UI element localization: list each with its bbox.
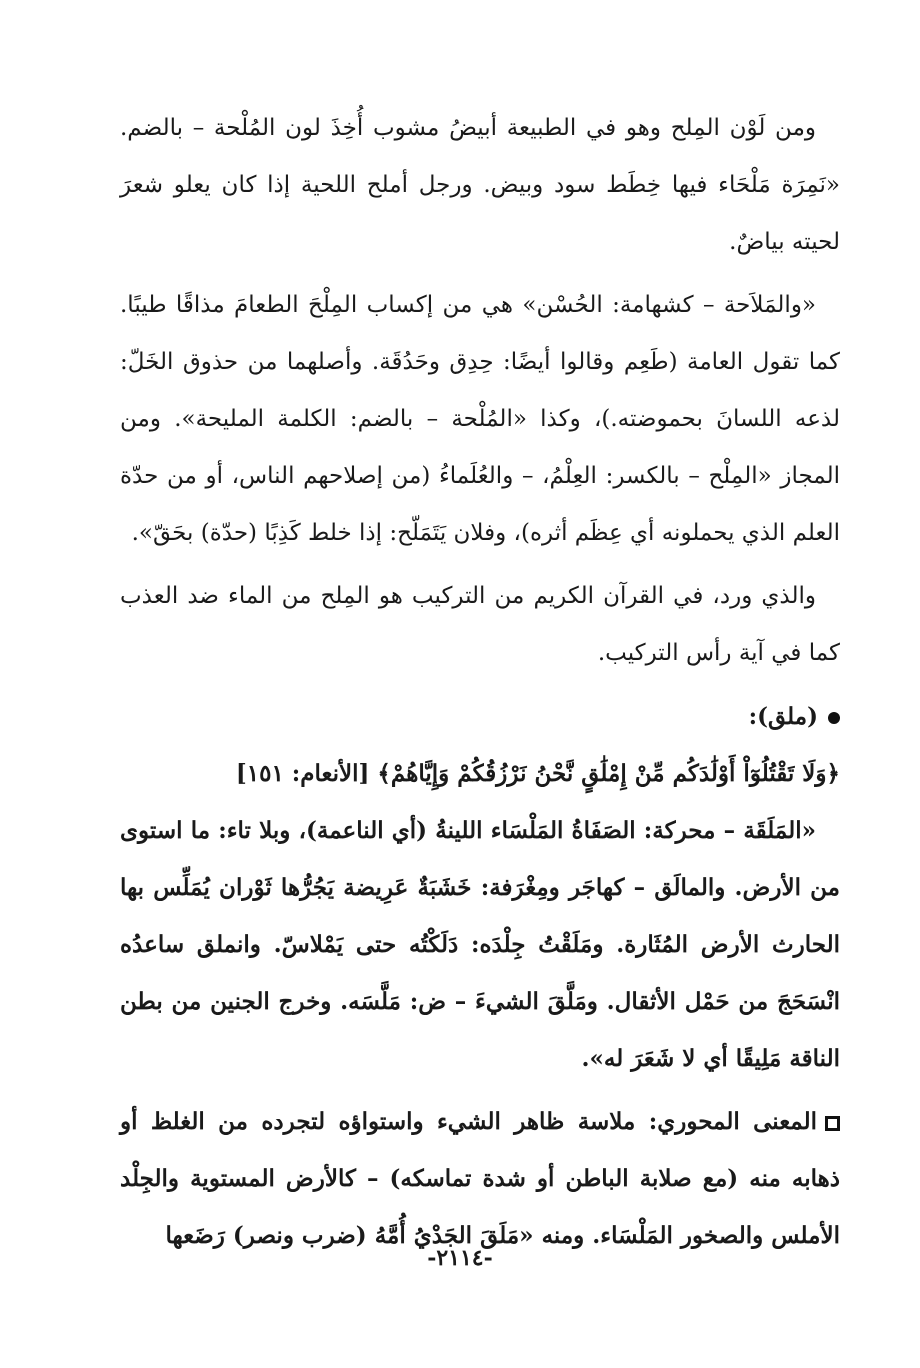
core-meaning-label: المعنى المحوري: — [648, 1108, 817, 1135]
document-page — [120, 100, 840, 1270]
page-number: -٢١١٤- — [427, 1245, 493, 1271]
quran-verse: ﴿وَلَا تَقْتُلُوٓاْ أَوْلَٰدَكُم مِّنْ إِمْلَٰقٍ نَّحْنُ نَرْزُقُكُمْ وَإِيَّاهُمْ﴾ [الأنعام: ١٥١] — [235, 760, 840, 787]
paragraph-core-meaning — [120, 1093, 840, 1264]
paragraph-malaha: «والمَلاَحة – كشهامة: الحُسْن» هي من إكساب المِلْحَ الطعامَ مذاقًا طيبًا. كما تقول العامة (طَعِم وقالوا أيضًا: حِدِق وحَدُقَة. وأصلهما من حذوق الخَلّ: لذعه اللسانَ بحموضته.)، وكذا «المُلْحة – بالضم: الكلمة المليحة». ومن المجاز «المِلْح – بالكسر: العِلْمُ، – والعُلَماءُ (من إصلاحهم الناس، أو من حدّة العلم الذي يحملونه أي عِظَم أثره)، وفلان يَتَمَلّح: إذا خلط كَذِبًا (حدّة) بحَقّ». — [120, 292, 840, 546]
core-meaning-text: ملاسة ظاهر الشيء واستواؤه لتجرده من الغلظ أو ذهابه منه (مع صلابة الباطن أو شدة تماسكه) – كالأرض المستوية والجِلْد الأملس والصخور المَلْسَاء. ومنه «مَلَقَ الجَدْيُ أُمَّهُ (ضرب ونصر) رَضَعها — [120, 1108, 840, 1249]
paragraph-milh-color: ومن لَوْن المِلح وهو في الطبيعة أبيضُ مشوب أُخِذَ لون المُلْحة – بالضم. «نَمِرَة مَلْحَاء فيها خِطَط سود وبيض. ورجل أملح اللحية إذا كان يعلو شعرَ لحيته بياضٌ. — [120, 115, 840, 255]
paragraph-quran-usage: والذي ورد، في القرآن الكريم من التركيب هو المِلح من الماء ضد العذب كما في آية رأس التركيب. — [120, 583, 840, 666]
square-marker-icon — [825, 1116, 840, 1131]
bullet-icon — [828, 712, 840, 724]
section-heading — [120, 688, 840, 745]
paragraph-definition: «المَلَقَة – محركة: الصَفَاةُ المَلْسَاء اللينةُ (أي الناعمة)، وبلا تاء: ما استوى من الأرض. والمالَق – كهاجَر ومِغْرَفة: خَشَبَةٌ عَرِيضة يَجُرُّها ثَوْران يُمَلِّس بها الحارث الأرض المُثَارة. ومَلَقْتُ جِلْدَه: دَلَكْتُه حتى يَمْلاسّ. وانملق ساعدُه انْسَحَجَ من حَمْل الأثقال. ومَلَّقَ الشيءَ – ض: مَلَّسَه. وخرج الجنين من بطن الناقة مَلِيقًا أي لا شَعَرَ له». — [120, 817, 840, 1072]
section-heading-text: (ملق): — [748, 703, 818, 730]
